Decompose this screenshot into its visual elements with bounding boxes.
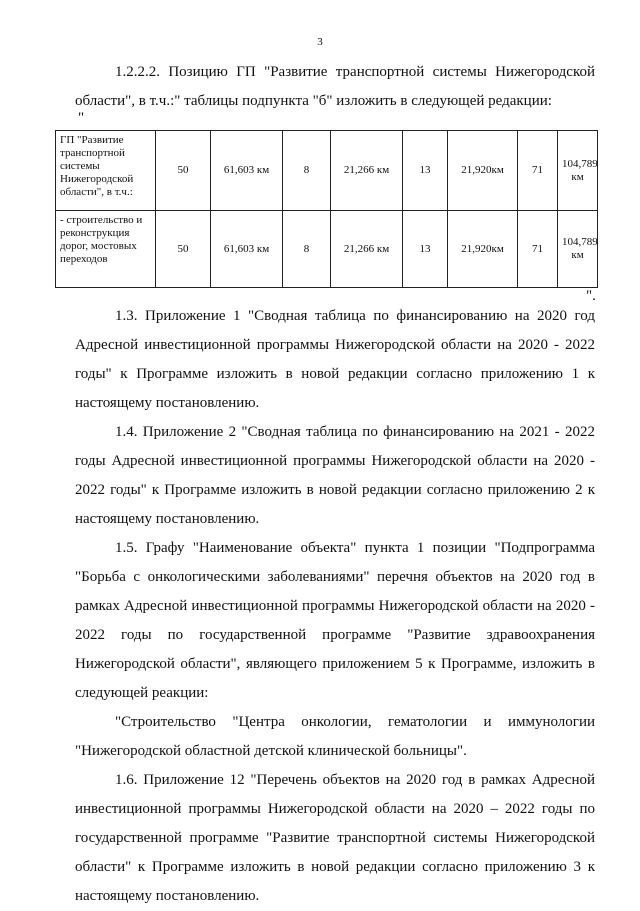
table-cell: 50 xyxy=(156,211,211,288)
row-name: ГП "Развитие транспортной системы Нижегородской области", в т.ч.: xyxy=(56,131,156,211)
paragraph-1-6: 1.6. Приложение 12 "Перечень объектов на 2020 год в рамках Адресной инвестиционной программы Нижегородской области на 2020 – 2022 годы по государственной программе "Развитие транспортной системы Нижегородской области" к Программе изложить в новой редакции согласно приложению 3 к настоящему постановлению. xyxy=(75,772,595,904)
table-cell: 104,789 км xyxy=(558,131,598,211)
body-paragraphs xyxy=(75,302,595,911)
table-cell: 21,920км xyxy=(448,131,518,211)
table-row xyxy=(56,211,598,288)
table-cell: 8 xyxy=(283,211,331,288)
paragraph-1-4: 1.4. Приложение 2 "Сводная таблица по финансированию на 2021 - 2022 годы Адресной инвестиционной программы Нижегородской области на 2020 - 2022 годы" к Программе изложить в новой редакции согласно приложению 2 к настоящему постановлению. xyxy=(75,424,595,527)
table-cell: 13 xyxy=(403,131,448,211)
table-cell: 71 xyxy=(518,131,558,211)
section-1-2-2-2-text: 1.2.2.2. Позицию ГП "Развитие транспортной системы Нижегородской области", в т.ч.:" таблицы подпункта "б" изложить в следующей редакции: xyxy=(75,64,595,109)
paragraph-1-5: 1.5. Графу "Наименование объекта" пункта 1 позиции "Подпрограмма "Борьба с онкологическими заболеваниями" перечня объектов на 2020 год в рамках Адресной инвестиционной программы Нижегородской области на 2020 - 2022 годы по государственной программе "Развитие здравоохранения Нижегородской области", являющего приложением 5 к Программе, изложить в следующей реакции: xyxy=(75,540,595,701)
table-cell: 21,920км xyxy=(448,211,518,288)
table-cell: 50 xyxy=(156,131,211,211)
table-cell: 104,789 км xyxy=(558,211,598,288)
table-cell: 21,266 км xyxy=(331,131,403,211)
page-number: 3 xyxy=(317,36,323,48)
table-cell: 71 xyxy=(518,211,558,288)
paragraph-quote: "Строительство "Центра онкологии, гематологии и иммунологии "Нижегородской областной детской клинической больницы". xyxy=(75,714,595,759)
section-1-2-2-2 xyxy=(75,58,595,116)
table-cell: 21,266 км xyxy=(331,211,403,288)
position-table xyxy=(55,130,598,288)
row-name: - строительство и реконструкция дорог, мостовых переходов xyxy=(56,211,156,288)
close-quote: ". xyxy=(586,288,596,304)
table-cell: 8 xyxy=(283,131,331,211)
open-quote: " xyxy=(78,110,85,126)
paragraph-1-3: 1.3. Приложение 1 "Сводная таблица по финансированию на 2020 год Адресной инвестиционной программы Нижегородской области на 2020 - 2022 годы" к Программе изложить в новой редакции согласно приложению 1 к настоящему постановлению. xyxy=(75,308,595,411)
table-cell: 61,603 км xyxy=(211,211,283,288)
table-row xyxy=(56,131,598,211)
table-cell: 61,603 км xyxy=(211,131,283,211)
table-cell: 13 xyxy=(403,211,448,288)
